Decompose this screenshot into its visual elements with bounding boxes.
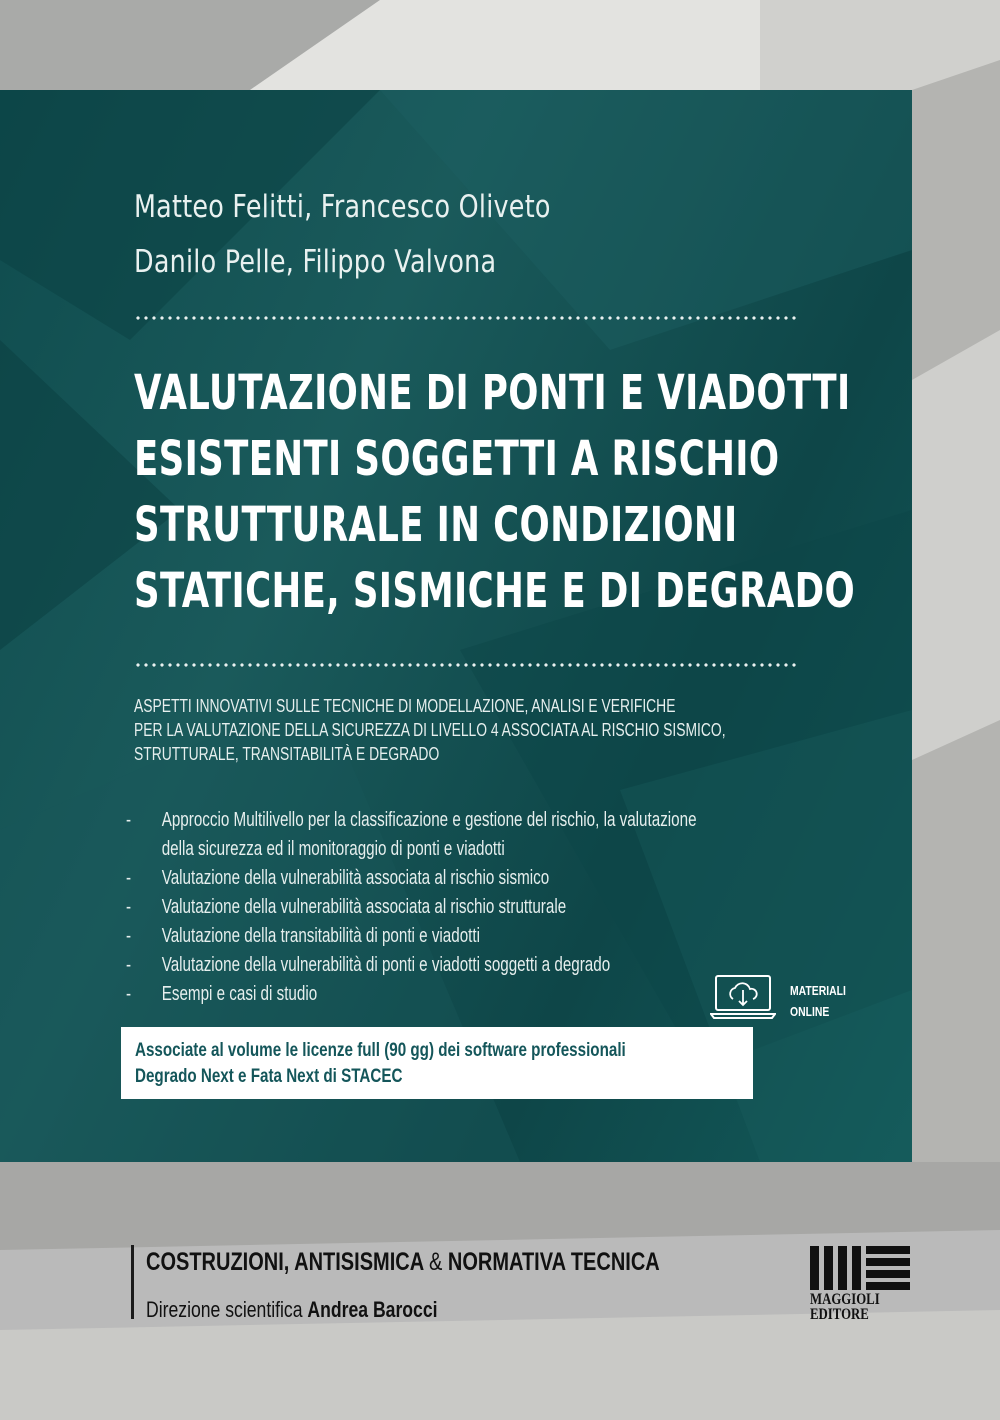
list-item-text: Esempi e casi di studio bbox=[161, 983, 318, 1005]
list-item bbox=[126, 864, 734, 893]
list-item-text: Valutazione della vulnerabilità di ponti e viadotti soggetti a degrado bbox=[161, 954, 611, 976]
materials-line-2: ONLINE bbox=[790, 1004, 830, 1019]
online-materials-badge bbox=[710, 974, 860, 1034]
license-line-2: Degrado Next e Fata Next di STACEC bbox=[135, 1066, 403, 1087]
license-box bbox=[121, 1027, 753, 1099]
list-item-text: Valutazione della transitabilità di ponti e viadotti bbox=[161, 925, 480, 947]
book-title bbox=[134, 360, 856, 624]
series-part-2: NORMATIVA TECNICA bbox=[447, 1248, 660, 1276]
publisher-line-2: EDITORE bbox=[810, 1306, 869, 1323]
bullet-dash: - bbox=[126, 954, 132, 976]
subtitle-line-3: STRUTTURALE, TRANSITABILITÀ E DEGRADO bbox=[134, 744, 440, 764]
bullet-dash: - bbox=[126, 867, 132, 889]
subtitle-line-2: PER LA VALUTAZIONE DELLA SICUREZZA DI LIVELLO 4 ASSOCIATA AL RISCHIO SISMICO, bbox=[134, 720, 726, 740]
bullet-dash: - bbox=[126, 809, 132, 831]
authors-line-2: Danilo Pelle, Filippo Valvona bbox=[134, 244, 497, 280]
series-ampersand: & bbox=[428, 1248, 443, 1276]
title-line-2: ESISTENTI SOGGETTI A RISCHIO bbox=[134, 431, 780, 487]
cover-panel bbox=[0, 90, 912, 1162]
list-item-text: Valutazione della vulnerabilità associata al rischio strutturale bbox=[161, 896, 567, 918]
bullet-dash: - bbox=[126, 925, 132, 947]
materials-line-1: MATERIALI bbox=[790, 983, 846, 998]
list-item-text: Approccio Multilivello per la classificazione e gestione del rischio, la valutazione bbox=[161, 809, 697, 831]
list-item-text: Valutazione della vulnerabilità associata al rischio sismico bbox=[161, 867, 550, 889]
list-item bbox=[126, 922, 734, 951]
publisher-logo bbox=[810, 1246, 914, 1330]
title-line-1: VALUTAZIONE DI PONTI E VIADOTTI bbox=[134, 365, 851, 421]
list-item bbox=[126, 806, 734, 835]
subtitle-line-1: ASPETTI INNOVATIVI SULLE TECNICHE DI MODELLAZIONE, ANALISI E VERIFICHE bbox=[134, 696, 676, 716]
scientific-direction bbox=[146, 1297, 438, 1323]
series-title bbox=[146, 1248, 660, 1277]
bullet-dash: - bbox=[126, 983, 132, 1005]
subtitle bbox=[134, 694, 796, 766]
maggioli-logo-mark bbox=[810, 1246, 914, 1290]
authors-line-1: Matteo Felitti, Francesco Oliveto bbox=[134, 189, 551, 225]
dotted-divider-top bbox=[134, 316, 796, 320]
list-item bbox=[126, 951, 734, 980]
list-item bbox=[126, 893, 734, 922]
list-item-continuation bbox=[126, 835, 734, 864]
title-line-3: STRUTTURALE IN CONDIZIONI bbox=[134, 497, 738, 553]
list-item-text: della sicurezza ed il monitoraggio di ponti e viadotti bbox=[161, 838, 505, 860]
series-divider bbox=[131, 1245, 134, 1319]
authors bbox=[134, 180, 551, 290]
direction-name: Andrea Barocci bbox=[307, 1297, 438, 1322]
feature-list bbox=[126, 806, 734, 1009]
publisher-line-1: MAGGIOLI bbox=[810, 1291, 880, 1308]
direction-label: Direzione scientifica bbox=[146, 1297, 303, 1322]
bullet-dash: - bbox=[126, 896, 132, 918]
list-item bbox=[126, 980, 734, 1009]
dotted-divider-bottom bbox=[134, 663, 796, 667]
series-part-1: COSTRUZIONI, ANTISISMICA bbox=[146, 1248, 424, 1276]
title-line-4: STATICHE, SISMICHE E DI DEGRADO bbox=[134, 563, 856, 619]
license-line-1: Associate al volume le licenze full (90 gg) dei software professionali bbox=[135, 1040, 626, 1061]
cloud-download-laptop-icon bbox=[710, 974, 776, 1022]
